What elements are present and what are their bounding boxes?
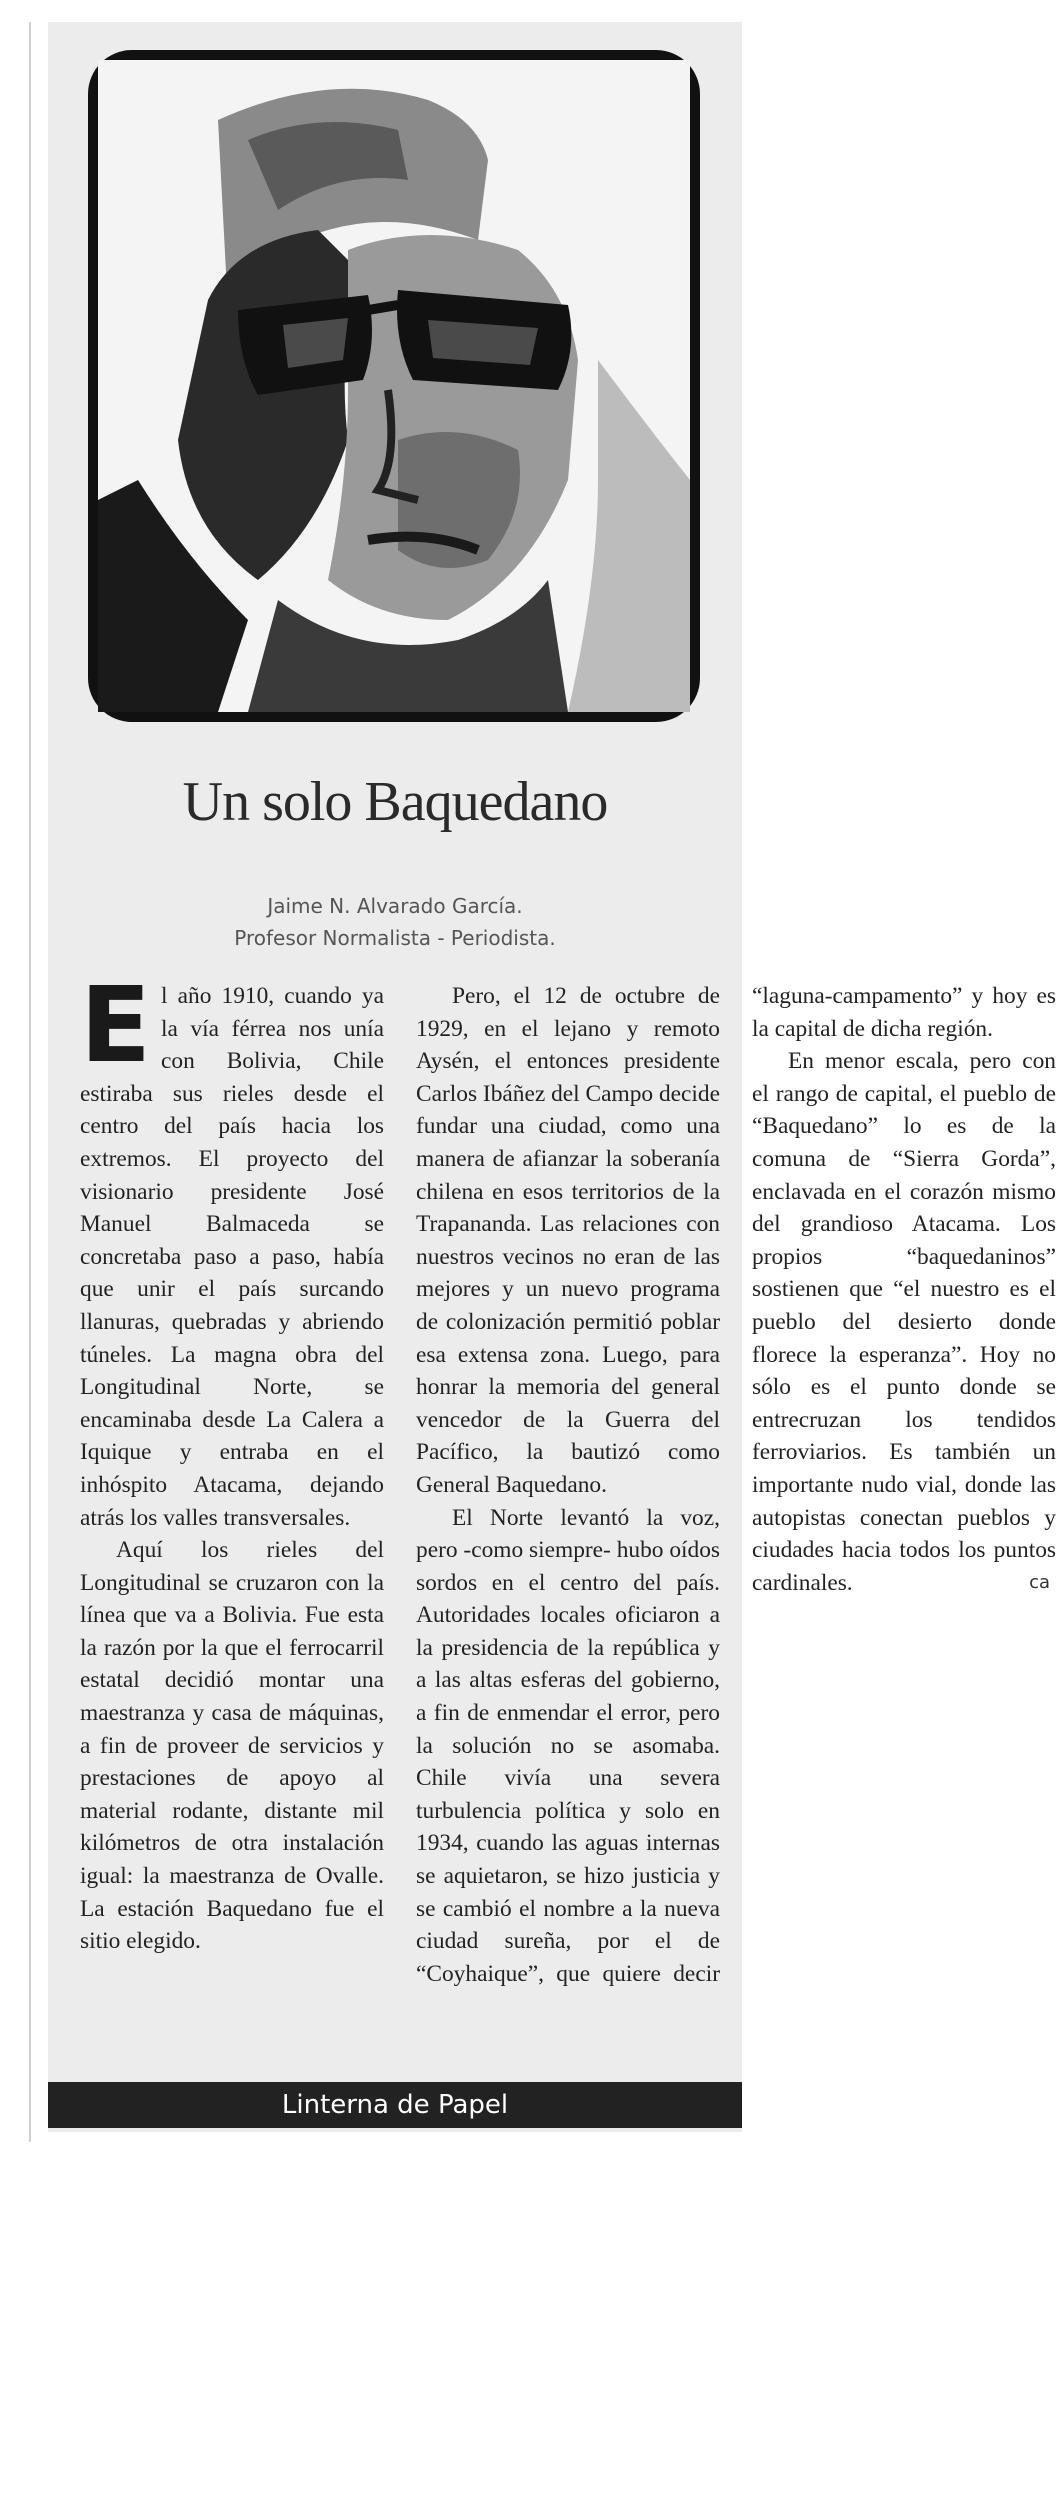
paragraph-4: El Norte levantó la voz, pero -como siempre- hubo oídos sordos en el centro del país. Autoridades locales oficiaron a la presidencia de la república y a las altas esferas del gobierno, a fin de enmendar el error, pero la solución no se asomaba. Chile vivía una severa turbulencia política y solo en 1934, cuando las aguas internas se aquietaron, se hizo justicia y se cambió el nombre a la nueva ciudad sureña, por el de “Coyhaique”, que quiere decir “laguna-campamento” y hoy es la capital de dicha región. [416, 983, 1056, 1987]
column-divider [29, 22, 31, 2142]
paragraph-2: Aquí los rieles del Longitudinal se cruzaron con la línea que va a Bolivia. Fue esta la razón por la que el ferrocarril estatal decidió montar una maestranza y casa de máquinas, a fin de proveer de servicios y prestaciones de apoyo al material rodante, distante mil kilómetros de otra instalación igual: la maestranza de Ovalle. La estación Baquedano fue el sitio elegido. [80, 1537, 384, 1955]
article-title: Un solo Baquedano [182, 771, 608, 833]
byline [48, 890, 742, 954]
author-portrait-frame [88, 50, 700, 722]
drop-cap: E [80, 964, 152, 1086]
paragraph-3: Pero, el 12 de octubre de 1929, en el lejano y remoto Aysén, el entonces presidente Carlos Ibáñez del Campo decide fundar una ciudad, como una manera de afianzar la soberanía chilena en esos territorios de la Trapananda. Las relaciones con nuestros vecinos no eran de las mejores y un nuevo programa de colonización permitió poblar esa extensa zona. Luego, para honrar la memoria del general vencedor de la Guerra del Pacífico, la bautizó como General Baquedano. [416, 983, 720, 1498]
article-body [80, 964, 1056, 2020]
paragraph-1-text: l año 1910, cuando ya la vía férrea nos unía con Bolivia, Chile estiraba sus rieles desde el centro del país hacia los extremos. El proyecto del visionario presidente José Manuel Balmaceda se concretaba paso a paso, había que unir el país surcando llanuras, quebradas y abriendo túneles. La magna obra del Longitudinal Norte, se encaminaba desde La Calera a Iquique y entraba en el inhóspito Atacama, dejando atrás los valles transversales. [80, 983, 384, 1531]
paragraph-5 [752, 1045, 1056, 1599]
portrait-illustration [98, 60, 690, 712]
author-portrait [98, 60, 690, 712]
author-name: Jaime N. Alvarado García. [267, 894, 523, 918]
section-footer: Linterna de Papel [48, 2082, 742, 2128]
paragraph-5-text: En menor escala, pero con el rango de capital, el pueblo de “Baquedano” lo es de la comuna de “Sierra Gorda”, enclavada en el corazón mismo del grandioso Atacama. Los propios “baquedaninos” sostienen que “el nuestro es el pueblo del desierto donde florece la esperanza”. Hoy no sólo es el punto donde se entrecruzan los tendidos ferroviarios. Es también un importante nudo vial, donde las autopistas conectan pueblos y ciudades hacia todos los puntos cardinales. [752, 1048, 1056, 1596]
end-mark-icon: ca [1029, 1571, 1050, 1593]
paragraph-1 [80, 964, 384, 1534]
author-role: Profesor Normalista - Periodista. [234, 926, 556, 950]
